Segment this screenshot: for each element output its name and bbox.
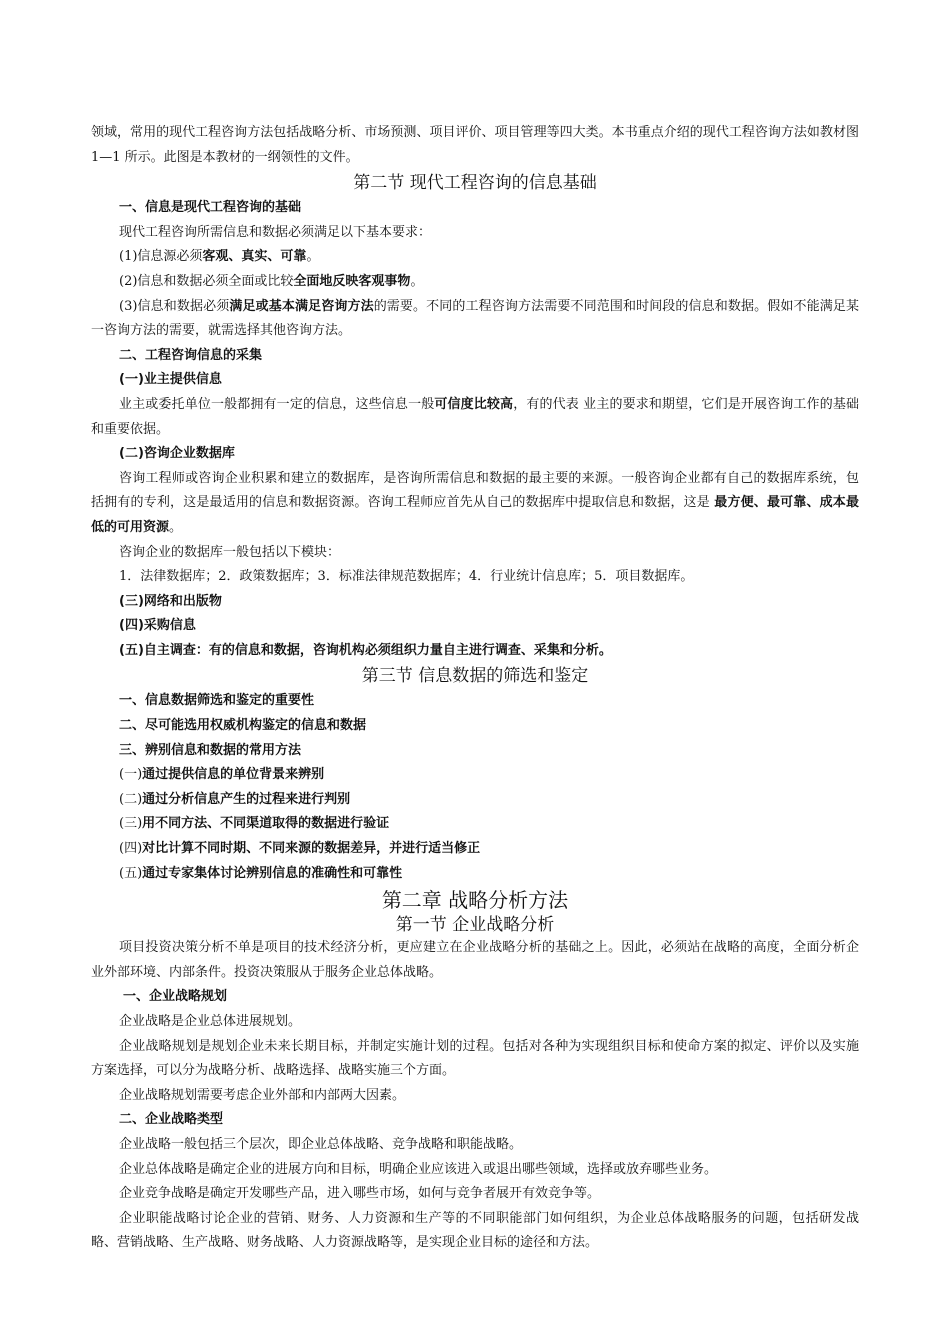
- paragraph: 咨询工程师或咨询企业积累和建立的数据库，是咨询所需信息和数据的最主要的来源。一般咨询企业都有自己的数据库系统，包括拥有的专利，这是最适用的信息和数据资源。咨询工程师应首先从自己的数据库中提取信息和数据，这是 最方便、最可靠、成本最低的可用资源。: [91, 470, 859, 535]
- intro-paragraph: 领域，常用的现代工程咨询方法包括战略分析、市场预测、项目评价、项目管理等四大类。本书重点介绍的现代工程咨询方法如教材图 1—1 所示。此图是本教材的一纲领性的文件。: [91, 125, 859, 165]
- subheading: (五)自主调查：有的信息和数据，咨询机构必须组织力量自主进行调查、采集和分析。: [119, 642, 612, 658]
- heading: 一、信息数据筛选和鉴定的重要性: [119, 693, 315, 709]
- heading: 三、辨别信息和数据的常用方法: [119, 742, 302, 758]
- paragraph: 企业竞争战略是确定开发哪些产品，进入哪些市场，如何与竞争者展开有效竞争等。: [119, 1186, 601, 1202]
- requirement-3: (3)信息和数据必须满足或基本满足咨询方法的需要。不同的工程咨询方法需要不同范围和时间段的信息和数据。假如不能满足某一咨询方法的需要，就需选择其他咨询方法。: [91, 298, 859, 339]
- subheading: (三)网络和出版物: [119, 593, 222, 609]
- method-item: (五)通过专家集体讨论辨别信息的准确性和可靠性: [119, 865, 403, 881]
- heading: 一、企业战略规划: [123, 989, 228, 1005]
- module-list: 1．法律数据库；2．政策数据库；3．标准法律规范数据库；4．行业统计信息库；5．项目数据库。: [119, 569, 694, 585]
- paragraph: 企业战略一般包括三个层次，即企业总体战略、竞争战略和职能战略。: [119, 1136, 523, 1152]
- subheading: (一)业主提供信息: [119, 372, 222, 388]
- paragraph: 企业战略是企业总体进展规划。: [119, 1014, 302, 1029]
- paragraph: 业主或委托单位一般都拥有一定的信息，这些信息一般可信度比较高，有的代表 业主的要求和期望，它们是开展咨询工作的基础和重要依据。: [91, 396, 859, 437]
- subheading: (二)咨询企业数据库: [119, 446, 235, 462]
- paragraph: 企业战略规划是规划企业未来长期目标，并制定实施计划的过程。包括对各种为实现组织目标和使命方案的拟定、评价以及实施方案选择，可以分为战略分析、战略选择、战略实施三个方面。: [91, 1038, 859, 1079]
- requirement-1: (1)信息源必须客观、真实、可靠。: [119, 249, 320, 265]
- section-title: 第二节 现代工程咨询的信息基础: [353, 173, 597, 194]
- method-item: (一)通过提供信息的单位背景来辨别: [119, 767, 325, 783]
- method-item: (三)用不同方法、不同渠道取得的数据进行验证: [119, 816, 390, 832]
- section-title: 第三节 信息数据的筛选和鉴定: [361, 666, 589, 687]
- paragraph: 项目投资决策分析不单是项目的技术经济分析，更应建立在企业战略分析的基础之上。因此，必须站在战略的高度，全面分析企业外部环境、内部条件。投资决策服从于服务企业总体战略。: [91, 940, 859, 980]
- requirement-2: (2)信息和数据必须全面或比较全面地反映客观事物。: [119, 273, 424, 289]
- heading: 二、工程咨询信息的采集: [119, 347, 263, 363]
- paragraph: 咨询企业的数据库一般包括以下模块：: [119, 544, 341, 560]
- method-item: (四)对比计算不同时期、不同来源的数据差异，并进行适当修正: [119, 841, 481, 857]
- paragraph: 企业战略规划需要考虑企业外部和内部两大因素。: [119, 1087, 406, 1103]
- paragraph: 企业职能战略讨论企业的营销、财务、人力资源和生产等的不同职能部门如何组织，为企业总体战略服务的问题，包括研发战略、营销战略、生产战略、财务战略、人力资源战略等，是实现企业目标的途径和方法。: [91, 1210, 859, 1251]
- paragraph: 企业总体战略是确定企业的进展方向和目标，明确企业应该进入或退出哪些领域，选择或放弃哪些业务。: [119, 1161, 718, 1177]
- heading: 二、企业战略类型: [119, 1112, 224, 1128]
- chapter-title: 第二章 战略分析方法: [381, 888, 569, 913]
- method-item: (二)通过分析信息产生的过程来进行判别: [119, 791, 351, 807]
- subheading: (四)采购信息: [119, 618, 196, 634]
- document-page: [91, 121, 859, 1256]
- heading: 二、尽可能选用权威机构鉴定的信息和数据: [119, 718, 367, 734]
- section-title: 第一节 企业战略分析: [395, 915, 555, 936]
- paragraph: 现代工程咨询所需信息和数据必须满足以下基本要求：: [119, 224, 432, 240]
- heading: 一、信息是现代工程咨询的基础: [119, 200, 302, 216]
